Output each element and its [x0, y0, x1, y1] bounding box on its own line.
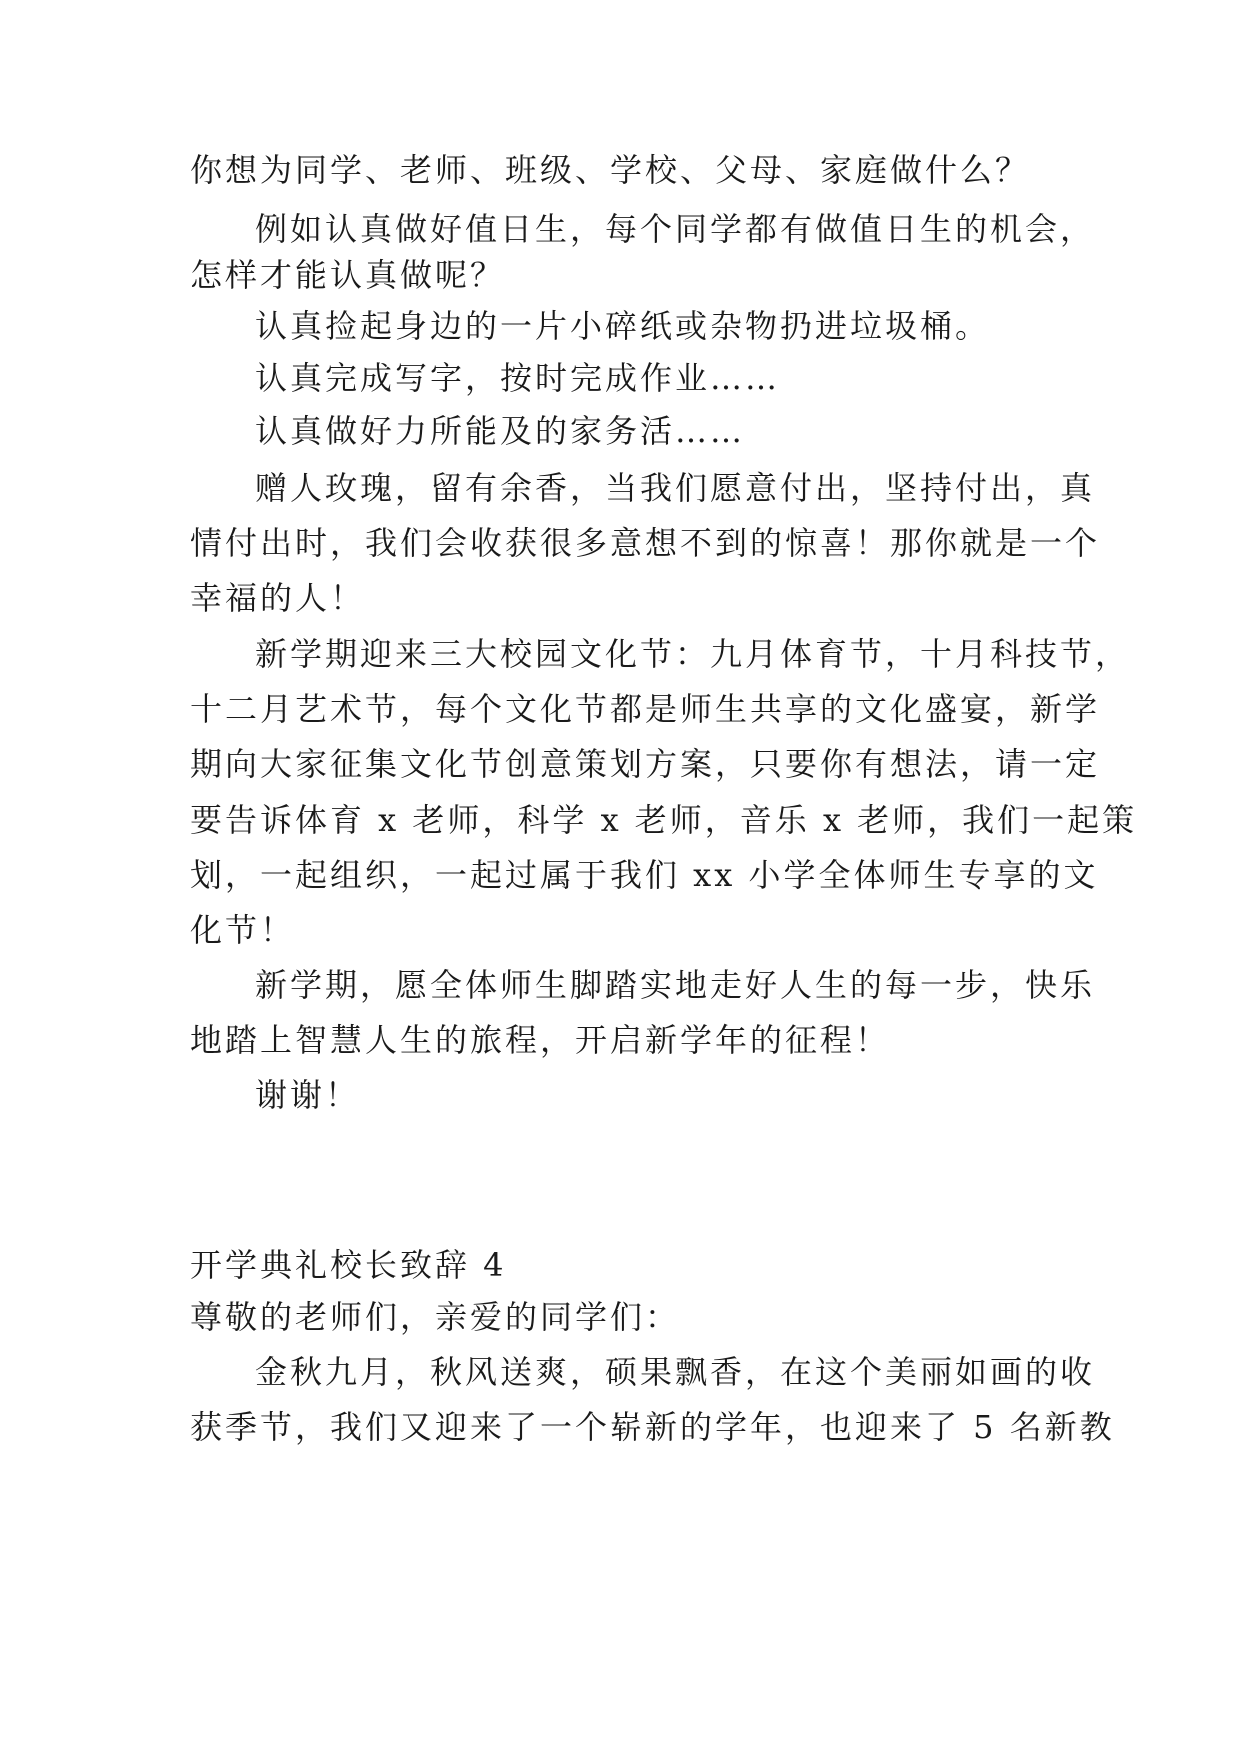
paragraph-line: 例如认真做好值日生，每个同学都有做值日生的机会，	[255, 210, 1096, 248]
paragraph-line: 新学期迎来三大校园文化节：九月体育节，十月科技节，	[255, 635, 1131, 673]
paragraph-line: 地踏上智慧人生的旅程，开启新学年的征程！	[190, 1021, 891, 1059]
salutation: 尊敬的老师们，亲爱的同学们：	[190, 1298, 681, 1336]
paragraph-line: 情付出时，我们会收获很多意想不到的惊喜！那你就是一个	[190, 524, 1101, 562]
paragraph-line: 获季节，我们又迎来了一个崭新的学年，也迎来了 5 名新教	[190, 1408, 1115, 1446]
paragraph-line: 化节！	[190, 911, 296, 949]
paragraph-line: 谢谢！	[255, 1076, 361, 1114]
paragraph-line: 划，一起组织，一起过属于我们 xx 小学全体师生专享的文	[190, 856, 1099, 894]
paragraph-line: 期向大家征集文化节创意策划方案，只要你有想法，请一定	[190, 745, 1101, 783]
paragraph-line: 十二月艺术节，每个文化节都是师生共享的文化盛宴，新学	[190, 690, 1101, 728]
paragraph-line: 新学期，愿全体师生脚踏实地走好人生的每一步，快乐	[255, 966, 1096, 1004]
paragraph-line: 赠人玫瑰，留有余香，当我们愿意付出，坚持付出，真	[255, 469, 1096, 507]
paragraph-line: 你想为同学、老师、班级、学校、父母、家庭做什么？	[190, 151, 1031, 189]
paragraph-line: 认真做好力所能及的家务活……	[255, 412, 746, 450]
paragraph-line: 金秋九月，秋风送爽，硕果飘香，在这个美丽如画的收	[255, 1353, 1096, 1391]
paragraph-line: 怎样才能认真做呢？	[190, 256, 506, 294]
paragraph-line: 要告诉体育 x 老师，科学 x 老师，音乐 x 老师，我们一起策	[190, 801, 1138, 839]
section-title: 开学典礼校长致辞 4	[190, 1246, 507, 1284]
paragraph-line: 幸福的人！	[190, 579, 366, 617]
paragraph-line: 认真完成写字，按时完成作业……	[255, 359, 781, 397]
paragraph-line: 认真捡起身边的一片小碎纸或杂物扔进垃圾桶。	[255, 307, 991, 345]
